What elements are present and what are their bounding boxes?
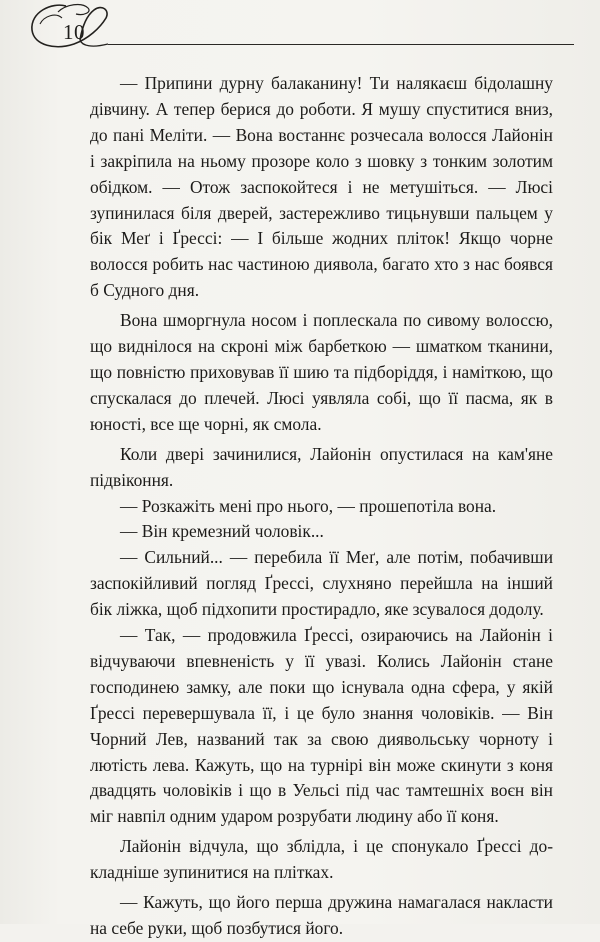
paragraph: — Так, — продовжила Ґрессі, озираючись на Лайонін і відчуваючи впевненість у її увазі. Колись Лайонін стане господинею замку, але поки що існувала одна сфера, у якій Ґрессі перевершувала її, і це було знання чоловіків. — Він Чорний Лев, названий так за свою диявольську чорноту і лютість лева. Кажуть, що на турнірі він може скинути з коня двадцять чоловіків і що в Уельсі під час тамтешніх воєн він міг навпіл одним ударом розрубати людину або її коня. <box>90 625 553 827</box>
paragraph: — Він кремезний чоловік... <box>120 521 324 542</box>
paragraph: Вона шморгнула носом і поплескала по сивому волоссю, що виднілося на скроні між барбеткою — шматком тканини, що повністю приховував її шию та підборіддя, і наміткою, що спускалася до плечей. Люсі уявляла собі, що її пасма, як в юності, все ще чорні, як смола. <box>90 310 553 434</box>
paragraph: Лайонін відчула, що зблідла, і це спонукало Ґрессі докладніше зупинитися на плітках. <box>90 836 553 883</box>
page-header <box>0 0 600 70</box>
body-text <box>90 71 553 942</box>
paragraph: — Кажуть, що його перша дружина намагалася накласти на себе руки, щоб позбутися його. <box>90 892 553 938</box>
paragraph: — Сильний... — перебила її Меґ, але потім, побачивши заспокійливий погляд Ґрессі, слухняно перейшла на інший бік ліжка, щоб підхопити простирадло, яке зсувалося додолу. <box>90 547 553 620</box>
paragraph: — Припини дурну балаканину! Ти налякаєш бідолашну дівчину. А тепер берися до роботи. Я мушу спуститися вниз, до пані Меліти. — Вона востаннє розчесала волосся Лайонін і закріпила на ньому прозоре коло з шовку з тонким золотим обідком. — Отож заспокойтеся і не метушіться. — Люсі зупинилася біля дверей, застережливо тицьнувши пальцем у бік Меґ і Ґрессі: — І більше жодних пліток! Якщо чорне волосся робить нас частиною диявола, багато хто з нас боявся б Судного дня. <box>90 73 553 301</box>
header-rule <box>108 44 574 45</box>
paragraph: — Розкажіть мені про нього, — прошепотіла вона. <box>120 495 497 516</box>
page-number: 10 <box>63 20 85 44</box>
paragraph: Коли двері зачинилися, Лайонін опустилася на кам'яне підвіконня. <box>90 443 553 490</box>
